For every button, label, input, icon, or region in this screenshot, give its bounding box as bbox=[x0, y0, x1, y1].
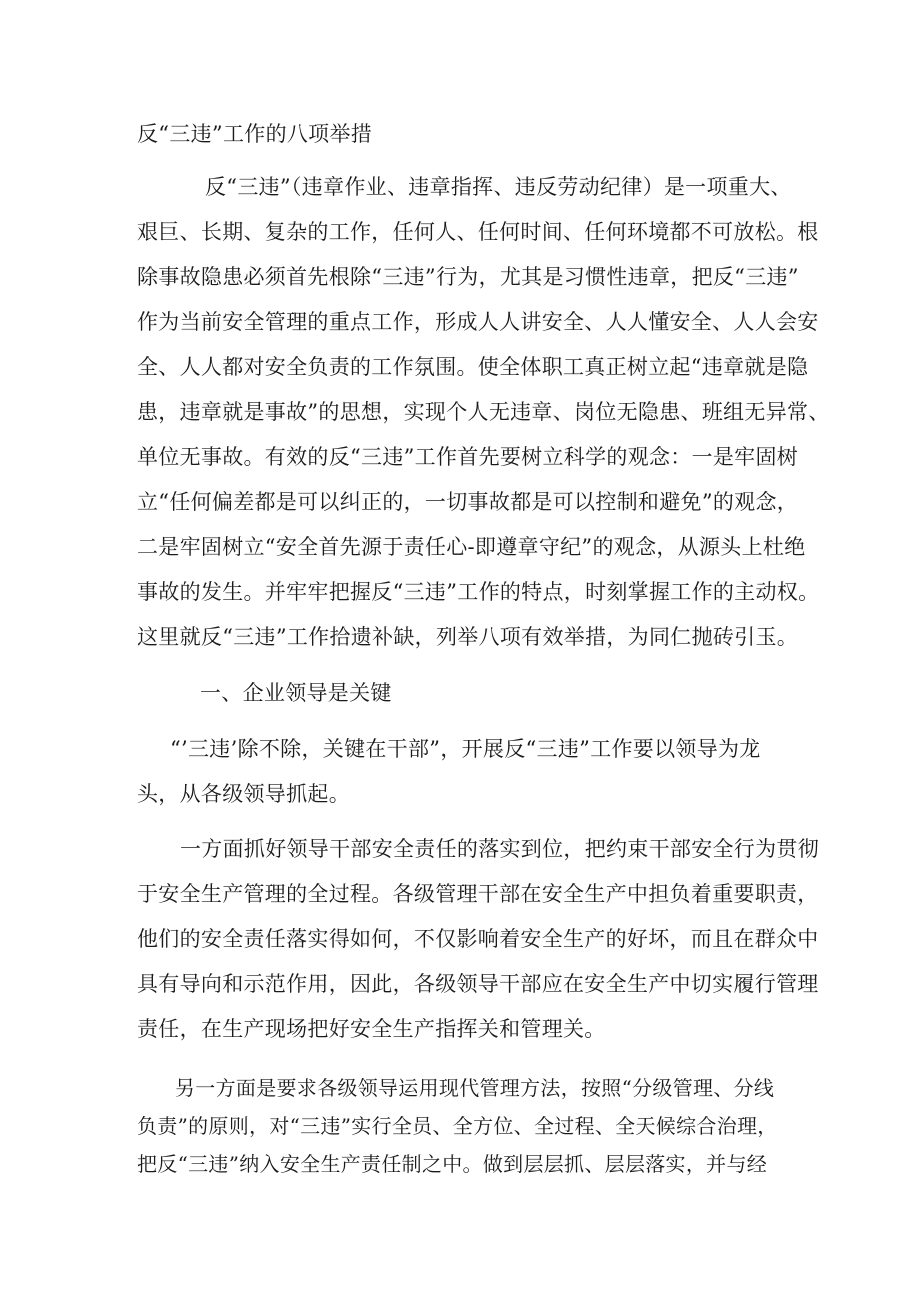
intro-line: 作为当前安全管理的重点工作，形成人人讲安全、人人懂安全、人人会安 bbox=[137, 310, 819, 334]
intro-line: 艰巨、长期、复杂的工作，任何人、任何时间、任何环境都不可放松。根 bbox=[137, 220, 819, 244]
intro-line: 单位无事故。有效的反“三违”工作首先要树立科学的观念：一是牢固树 bbox=[137, 445, 799, 469]
paragraph-line: 责任，在生产现场把好安全生产指挥关和管理关。 bbox=[137, 1017, 606, 1041]
intro-line: 二是牢固树立“安全首先源于责任心-即遵章守纪”的观念，从源头上杜绝 bbox=[137, 535, 806, 559]
paragraph-line: 负责”的原则，对“三违”实行全员、全方位、全过程、全天候综合治理， bbox=[137, 1114, 778, 1138]
paragraph-line: 把反“三违”纳入安全生产责任制之中。做到层层抓、层层落实，并与经 bbox=[137, 1152, 768, 1176]
intro-line: 立“任何偏差都是可以纠正的，一切事故都是可以控制和避免”的观念， bbox=[137, 490, 799, 514]
paragraph-line: “’三违’除不除，关键在干部”，开展反“三违”工作要以领导为龙 bbox=[170, 737, 761, 761]
intro-line: 这里就反“三违”工作拾遗补缺，列举八项有效举措，为同仁抛砖引玉。 bbox=[137, 625, 799, 649]
paragraph-line: 于安全生产管理的全过程。各级管理干部在安全生产中担负着重要职责， bbox=[137, 882, 819, 906]
paragraph-line: 另一方面是要求各级领导运用现代管理方法，按照“分级管理、分线 bbox=[175, 1076, 775, 1100]
intro-line: 除事故隐患必须首先根除“三违”行为，尤其是习惯性违章，把反“三违” bbox=[137, 265, 799, 289]
intro-line: 患，违章就是事故”的思想，实现个人无违章、岗位无隐患、班组无异常、 bbox=[137, 400, 830, 424]
paragraph-line: 他们的安全责任落实得如何，不仅影响着安全生产的好坏，而且在群众中 bbox=[137, 927, 819, 951]
intro-line: 反“三违”（违章作业、违章指挥、违反劳动纪律）是一项重大、 bbox=[205, 175, 792, 199]
paragraph-line: 具有导向和示范作用，因此，各级领导干部应在安全生产中切实履行管理 bbox=[137, 972, 819, 996]
document-title: 反“三违”工作的八项举措 bbox=[137, 122, 373, 146]
intro-line: 事故的发生。并牢牢把握反“三违”工作的特点，时刻掌握工作的主动权。 bbox=[137, 580, 820, 604]
paragraph-line: 头，从各级领导抓起。 bbox=[137, 782, 350, 806]
intro-line: 全、人人都对安全负责的工作氛围。使全体职工真正树立起“违章就是隐 bbox=[137, 355, 809, 379]
paragraph-line: 一方面抓好领导干部安全责任的落实到位，把约束干部安全行为贯彻 bbox=[180, 837, 819, 861]
section-heading: 一、企业领导是关键 bbox=[200, 681, 392, 705]
